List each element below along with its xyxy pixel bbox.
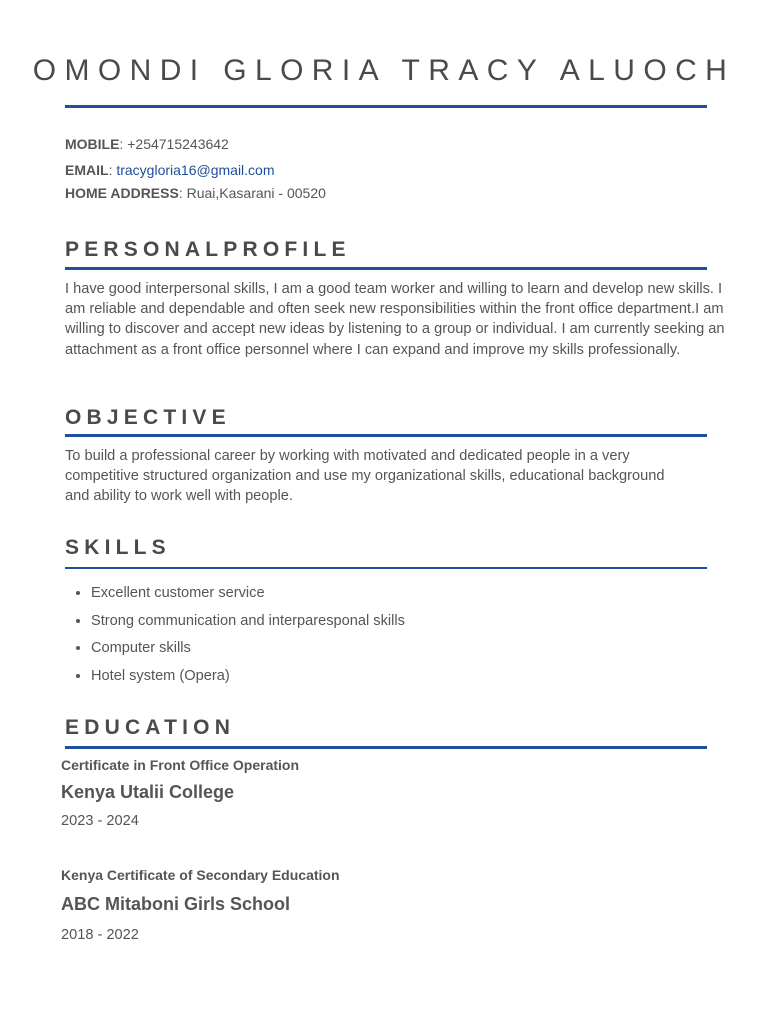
email-link[interactable]: tracygloria16@gmail.com xyxy=(116,162,275,178)
skills-divider xyxy=(65,567,707,569)
address-label: HOME ADDRESS xyxy=(65,185,179,201)
skill-item: • Hotel system (Opera) xyxy=(91,666,405,694)
skill-item: • Strong communication and interparesponal skills xyxy=(91,611,405,639)
candidate-name: OMONDI GLORIA TRACY ALUOCH xyxy=(32,54,736,87)
mobile-value: : +254715243642 xyxy=(119,136,229,152)
education-institution: Kenya Utalii College xyxy=(61,782,235,802)
contact-email xyxy=(65,161,275,179)
education-qualification: Kenya Certificate of Secondary Education xyxy=(61,867,340,883)
objective-text: To build a professional career by working with motivated and dedicated people in a very competitive structured organization and use my organizational skills, educational background and ability to work well with people. xyxy=(65,448,665,505)
skill-item: • Computer skills xyxy=(91,638,405,666)
objective-heading: OBJECTIVE xyxy=(65,406,231,429)
email-label: EMAIL xyxy=(65,162,109,178)
mobile-label: MOBILE xyxy=(65,136,120,152)
education-institution: ABC Mitaboni Girls School xyxy=(61,894,291,914)
education-heading: EDUCATION xyxy=(65,716,236,739)
contact-address xyxy=(65,184,326,202)
profile-heading: PERSONALPROFILE xyxy=(65,238,351,261)
email-separator: : xyxy=(108,162,117,178)
education-years: 2018 - 2022 xyxy=(61,927,139,943)
profile-divider xyxy=(65,267,707,270)
header-divider xyxy=(65,105,707,108)
skill-item: • Excellent customer service xyxy=(91,583,405,611)
skills-heading: SKILLS xyxy=(65,536,171,559)
education-years: 2023 - 2024 xyxy=(61,813,139,829)
objective-divider xyxy=(65,434,707,437)
contact-mobile xyxy=(65,135,229,153)
education-qualification: Certificate in Front Office Operation xyxy=(61,757,300,773)
skills-list xyxy=(65,583,405,693)
address-value: : Ruai,Kasarani - 00520 xyxy=(178,185,326,201)
profile-text: I have good interpersonal skills, I am a good team worker and willing to learn and develop new skills. I am reliable and dependable and often seek new responsibilities within the front office department.I am willing to discover and accept new ideas by listening to a group or individual. I am currently seeking an attachment as a front office personnel where I can expand and improve my skills professionally. xyxy=(65,281,725,358)
education-divider xyxy=(65,746,707,749)
